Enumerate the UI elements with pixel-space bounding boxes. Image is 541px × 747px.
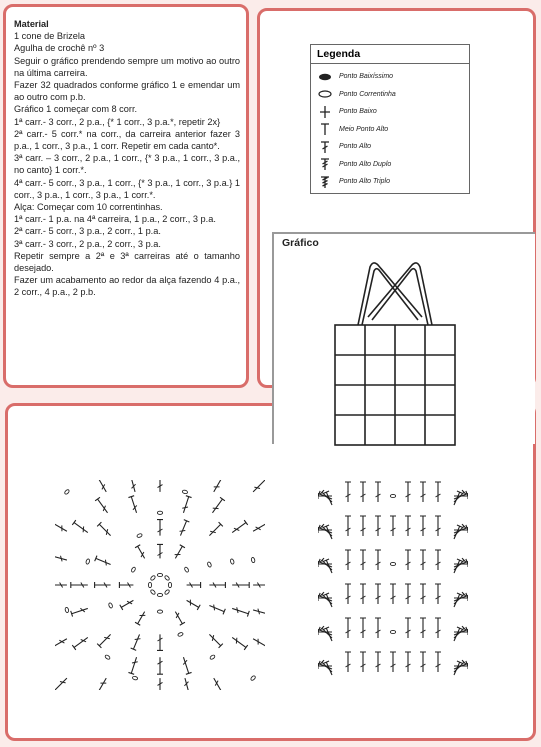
material-line: 2ª carr.- 5 corr., 3 p.a., 2 corr., 1 p.a. [14, 226, 161, 237]
stitch-symbol [435, 516, 441, 536]
material-title: Material [14, 19, 49, 29]
stitch-symbol [390, 516, 396, 536]
stitch-symbol [209, 582, 225, 588]
stitch-symbol [324, 559, 335, 574]
chain-symbol [132, 676, 138, 680]
stitch-symbol [360, 618, 366, 638]
stitch-symbol [360, 652, 366, 672]
stitch-symbol [345, 652, 351, 672]
legend-item [311, 156, 469, 174]
chain-symbol [157, 593, 162, 596]
stitch-symbol [185, 598, 200, 610]
chain-symbol [108, 602, 113, 608]
stitch-symbol [55, 582, 67, 588]
stitch-symbol [72, 520, 89, 535]
stitch-symbol [375, 652, 381, 672]
stitch-symbol [451, 525, 462, 540]
stitch-symbol [324, 525, 335, 540]
chain-symbol [250, 675, 256, 681]
material-line: Fazer um acabamento ao redor da alça fazendo 4 p.a., 2 corr., 4 p.a., 2 p.b. [14, 275, 240, 298]
stitch-symbol [252, 636, 265, 650]
stitch-symbol [420, 652, 426, 672]
stitch-symbol [128, 656, 139, 674]
stitch-symbol [95, 677, 109, 690]
square-motif-chart [55, 480, 265, 690]
stitch-symbol [375, 482, 381, 502]
stitch-symbol [97, 632, 113, 648]
stitch-symbol [360, 482, 366, 502]
stitch-symbol [157, 480, 163, 492]
stitch-symbol [451, 559, 462, 574]
stitch-symbol [210, 497, 225, 514]
stitch-symbol [157, 657, 163, 674]
treble-icon [311, 157, 339, 171]
material-line: Agulha de crochê nº 3 [14, 43, 105, 54]
stitch-symbol [127, 480, 137, 493]
chain-symbol [137, 533, 143, 538]
stitch-symbol [230, 635, 247, 650]
stitch-symbol [157, 544, 163, 558]
stitch-symbol [324, 491, 335, 506]
material-line: Seguir o gráfico prendendo sempre um motivo ao outro na última carreira. [14, 55, 240, 78]
stitch-symbol [324, 593, 335, 608]
stitch-symbol [128, 496, 139, 514]
legend-item [311, 138, 469, 156]
legend-item [311, 173, 469, 191]
grafico-title: Gráfico [282, 237, 319, 249]
stitch-symbol [211, 480, 225, 493]
stitch-symbol [405, 482, 411, 502]
chain-symbol [148, 582, 151, 587]
stitch-symbol [207, 522, 223, 538]
stitch-symbol [181, 656, 192, 674]
stitch-symbol [232, 582, 249, 588]
stitch-symbol [71, 582, 88, 588]
chain-symbol [157, 573, 162, 576]
stitch-symbol [231, 606, 249, 617]
stitch-symbol [253, 582, 265, 588]
stitch-symbol [420, 550, 426, 570]
chain-symbol [230, 559, 235, 565]
stitch-symbol [120, 598, 135, 610]
chain-symbol [177, 632, 183, 637]
chain-symbol [65, 607, 69, 613]
stitch-symbol [451, 593, 462, 608]
stitch-symbol [95, 480, 109, 493]
legend-label: Ponto Alto Triplo [339, 178, 390, 186]
legend-item [311, 103, 469, 121]
chain-symbol [64, 489, 70, 495]
chain-symbol [164, 589, 170, 595]
stitch-symbol [95, 556, 112, 568]
stitch-symbol [208, 603, 225, 615]
stitch-symbol [420, 584, 426, 604]
stitch-symbol [131, 633, 143, 650]
stitch-symbol [375, 584, 381, 604]
plus-icon [311, 105, 339, 119]
chain-symbol [168, 582, 171, 587]
stitch-symbol [324, 627, 335, 642]
stitch-symbol [181, 496, 192, 514]
material-line: 2ª carr.- 5 corr.* na corr., da carreira anterior fazer 3 p.a., 1 corr., 3 p.a., 1 corr. Repetir em cada canto*. [14, 128, 240, 152]
stitch-symbol [173, 610, 185, 625]
chain-symbol [390, 494, 395, 497]
stitch-symbol [252, 607, 265, 617]
stitch-symbol [345, 482, 351, 502]
stitch-symbol [135, 610, 147, 625]
stitch-symbol [55, 636, 68, 650]
material-line: Repetir sempre a 2ª e 3ª carreiras até o tamanho desejado. [14, 250, 240, 274]
material-line: Alça: Começar com 10 correntinhas. [14, 202, 163, 213]
chain-symbol [131, 567, 136, 573]
chain-symbol [104, 654, 110, 660]
legend-label: Ponto Alto Duplo [339, 160, 392, 168]
stitch-symbol [420, 618, 426, 638]
stitch-symbol [435, 652, 441, 672]
stitch-symbol [187, 582, 201, 588]
material-line: 4ª carr.- 5 corr., 3 p.a., 1 corr., {* 3 p.a., 1 corr., 3 p.a.} 1 corr., 3 p.a., 1 corr., 3 p.a., 1 corr.*. [14, 177, 240, 200]
bag-illustration [330, 255, 460, 450]
material-line: 1 cone de Brizela [14, 31, 85, 42]
chain-symbol [390, 562, 395, 565]
stitch-symbol [252, 520, 265, 534]
double-icon [311, 140, 339, 154]
stitch-symbol [420, 482, 426, 502]
material-line: 3ª carr.- 3 corr., 2 p.a., 2 corr., 3 p.a. [14, 238, 161, 249]
stitch-symbol [97, 522, 113, 538]
material-line: Fazer 32 quadrados conforme gráfico 1 e emendar um ao outro com p.b. [14, 80, 240, 103]
stitch-symbol [375, 516, 381, 536]
stitch-symbol [375, 550, 381, 570]
stitch-symbol [55, 552, 68, 562]
stitch-symbol [451, 627, 462, 642]
stitch-symbol [451, 661, 462, 676]
chain-symbol [184, 567, 189, 573]
stitch-symbol [95, 582, 111, 588]
stitch-symbol [135, 545, 147, 560]
chain-symbol [209, 654, 215, 660]
legend-item [311, 121, 469, 139]
chain-symbol [251, 557, 255, 563]
stitch-symbol [55, 676, 69, 690]
stitch-symbol [173, 545, 185, 560]
material-line: 1ª carr.- 1 p.a. na 4ª carreira, 1 p.a., 2 corr., 3 p.a. [14, 214, 216, 225]
handle-strip-chart [318, 480, 468, 695]
legend-label: Ponto Correntinha [339, 90, 396, 98]
stitch-symbol [451, 491, 462, 506]
stitch-symbol [182, 677, 192, 690]
stitch-symbol [405, 516, 411, 536]
chain-symbol [164, 575, 170, 581]
stitch-symbol [345, 516, 351, 536]
material-text [14, 18, 240, 299]
stitch-symbol [178, 520, 190, 537]
stitch-symbol [345, 618, 351, 638]
legend-label: Ponto Baixíssimo [339, 73, 394, 81]
stitch-symbol [345, 550, 351, 570]
triple-treble-icon [311, 175, 339, 189]
stitch-symbol [345, 584, 351, 604]
legend-item [311, 86, 469, 104]
stitch-symbol [390, 584, 396, 604]
stitch-symbol [390, 652, 396, 672]
stitch-symbol [375, 618, 381, 638]
open-oval-icon [311, 90, 339, 98]
chain-symbol [150, 575, 156, 581]
material-line: Gráfico 1 começar com 8 corr. [14, 104, 138, 115]
stitch-symbol [405, 652, 411, 672]
stitch-symbol [360, 516, 366, 536]
stitch-symbol [420, 516, 426, 536]
stitch-symbol [435, 618, 441, 638]
stitch-symbol [360, 550, 366, 570]
stitch-symbol [95, 497, 110, 514]
material-line: 3ª carr. – 3 corr., 2 p.a., 1 corr., {* 3 p.a., 1 corr., 3 p.a., no canto} 1 corr.*. [14, 153, 240, 176]
legend-item [311, 68, 469, 86]
chain-symbol [150, 589, 156, 595]
legend-box [310, 44, 470, 194]
stitch-symbol [157, 520, 163, 536]
stitch-symbol [157, 678, 163, 690]
stitch-symbol [435, 584, 441, 604]
stitch-symbol [230, 520, 247, 535]
material-line: 1ª carr.- 3 corr., 2 p.a., {* 1 corr., 3 p.a.*, repetir 2x} [14, 116, 221, 127]
chain-symbol [85, 559, 90, 565]
stitch-symbol [157, 634, 163, 650]
half-double-icon [311, 122, 339, 136]
stitch-symbol [72, 635, 89, 650]
stitch-symbol [119, 582, 133, 588]
chain-symbol [157, 511, 162, 514]
stitch-symbol [360, 584, 366, 604]
stitch-symbol [435, 550, 441, 570]
legend-label: Meio Ponto Alto [339, 125, 389, 133]
stitch-symbol [55, 520, 68, 534]
stitch-symbol [324, 661, 335, 676]
stitch-symbol [71, 606, 89, 617]
stitch-symbol [405, 618, 411, 638]
filled-oval-icon [311, 73, 339, 81]
stitch-symbol [435, 482, 441, 502]
stitch-symbol [405, 550, 411, 570]
stitch-symbol [405, 584, 411, 604]
stitch-symbol [251, 480, 265, 494]
chain-symbol [207, 562, 212, 568]
legend-label: Ponto Alto [339, 143, 372, 151]
chain-symbol [157, 610, 162, 613]
stitch-symbol [211, 677, 225, 690]
chain-symbol [182, 490, 188, 494]
legend-label: Ponto Baixo [339, 108, 377, 116]
stitch-symbol [207, 632, 223, 648]
legend-title: Legenda [311, 45, 469, 64]
chain-symbol [390, 630, 395, 633]
